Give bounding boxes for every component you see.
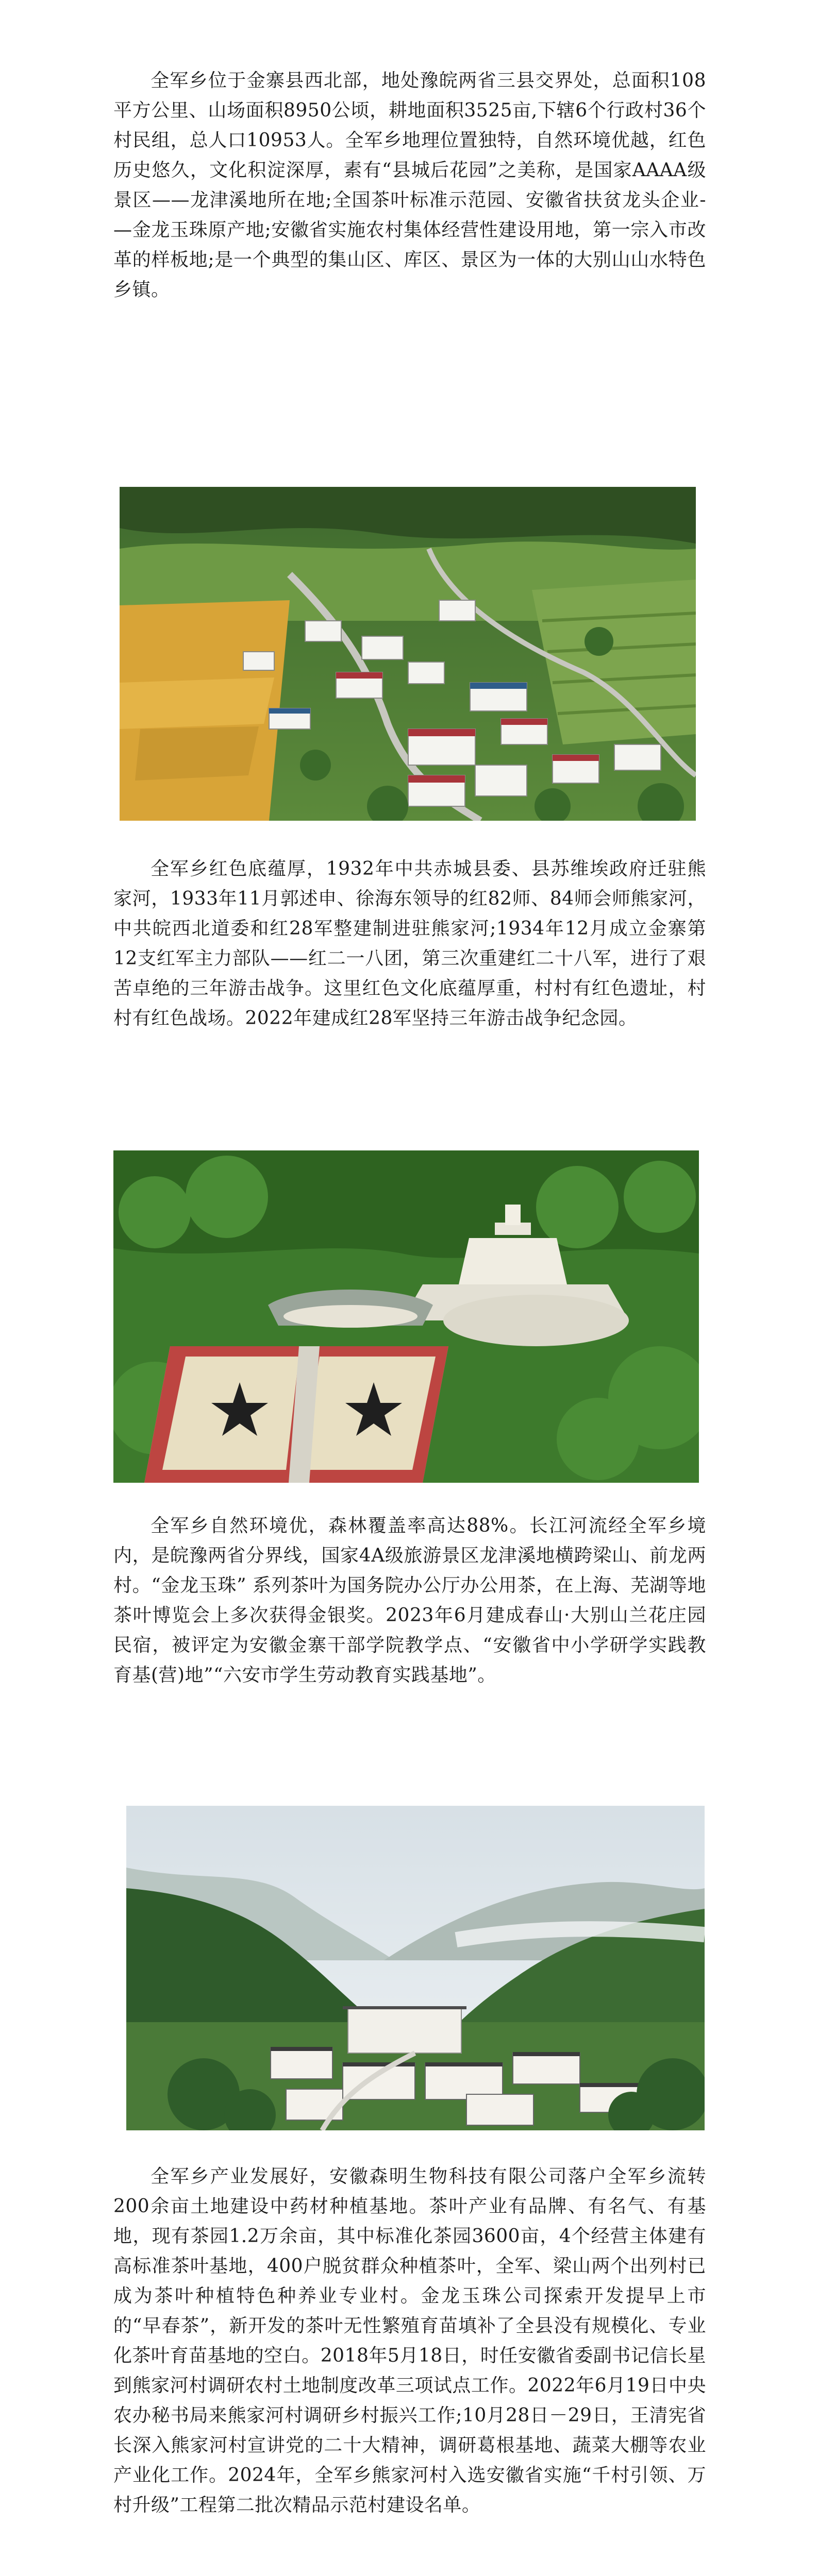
mountain-village-photo [126,1806,705,2130]
village-aerial-graphic [120,487,696,821]
memorial-park-graphic [113,1150,699,1483]
memorial-park-photo [113,1150,699,1483]
environment-paragraph: 全军乡自然环境优，森林覆盖率高达88%。长江河流经全军乡境内，是皖豫两省分界线，国家4A级旅游景区龙津溪地横跨梁山、前龙两村。“金龙玉珠” 系列茶叶为国务院办公厅办公用茶，在上海、芜湖等地茶叶博览会上多次获得金银奖。2023年6月建成春山·大别山兰花庄园民宿，被评定为安徽金寨干部学院教学点、“安徽省中小学研学实践教育基(营)地”“六安市学生劳动教育实践基地”。 [113,1515,706,1686]
village-aerial-photo [120,487,696,821]
mountain-village-graphic [126,1806,705,2130]
intro-paragraph: 全军乡位于金寨县西北部，地处豫皖两省三县交界处，总面积108平方公里、山场面积8950公顷，耕地面积3525亩,下辖6个行政村36个村民组，总人口10953人。全军乡地理位置独特，自然环境优越，红色历史悠久，文化积淀深厚，素有“县城后花园”之美称，是国家AAAA级景区——龙津溪地所在地;全国茶叶标准示范园、安徽省扶贫龙头企业-—金龙玉珠原产地;安徽省实施农村集体经营性建设用地，第一宗入市改革的样板地;是一个典型的集山区、库区、景区为一体的大别山山水特色乡镇。 [113,70,706,300]
industry-paragraph: 全军乡产业发展好，安徽森明生物科技有限公司落户全军乡流转200余亩土地建设中药材种植基地。茶叶产业有品牌、有名气、有基地，现有茶园1.2万余亩，其中标准化茶园3600亩，4个经营主体建有高标准茶叶基地，400户脱贫群众种植茶叶，全军、梁山两个出列村已成为茶叶种植特色种养业专业村。金龙玉珠公司探索开发提早上市的“早春茶”，新开发的茶叶无性繁殖育苗填补了全县没有规模化、专业化茶叶育苗基地的空白。2018年5月18日，时任安徽省委副书记信长星到熊家河村调研农村土地制度改革三项试点工作。2022年6月19日中央 农办秘书局来熊家河村调研乡村振兴工作;10月28日－29日，王清宪省长深入熊家河村宣讲党的二十大精神，调研葛根基地、蔬菜大棚等农业产业化工作。2024年，全军乡熊家河村入选安徽省实施“千村引领、万村升级”工程第二批次精品示范村建设名单。 [113,2166,706,2516]
red-history-paragraph: 全军乡红色底蕴厚，1932年中共赤城县委、县苏维埃政府迁驻熊家河，1933年11月郭述申、徐海东领导的红82师、84师会师熊家河，中共皖西北道委和红28军整建制进驻熊家河;1934年12月成立金寨第12支红军主力部队——红二一八团，第三次重建红二十八军，进行了艰苦卓绝的三年游击战争。这里红色文化底蕴厚重，村村有红色遗址，村村有红色战场。2022年建成红28军坚持三年游击战争纪念园。 [113,858,706,1029]
